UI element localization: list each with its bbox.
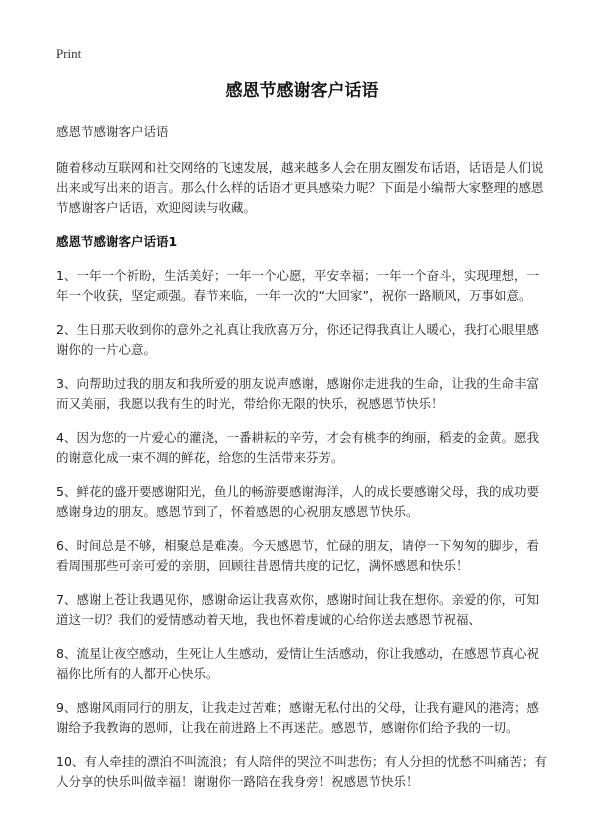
print-link[interactable]: Print [56, 46, 82, 61]
greeting-paragraph: 4、因为您的一片爱心的灌浇，一番耕耘的辛劳，才会有桃李的绚丽，稻麦的金黄。愿我的谢意化成一束不凋的鲜花，给您的生活带来芬芳。 [56, 430, 539, 465]
article-subtitle: 感恩节感谢客户话语 [56, 124, 169, 139]
greeting-paragraph: 2、生日那天收到你的意外之礼真让我欣喜万分，你还记得我真让人暖心，我打心眼里感谢你的一片心意。 [56, 322, 539, 357]
greeting-paragraph: 6、时间总是不够，相聚总是难凑。今天感恩节，忙碌的朋友，请停一下匆匆的脚步，看看周围那些可亲可爱的亲朋，回顾往昔恩情共度的记忆，满怀感恩和快乐！ [56, 538, 539, 573]
greeting-paragraph: 7、感谢上苍让我遇见你，感谢命运让我喜欢你，感谢时间让我在想你。亲爱的你，可知道这一切？我们的爱情感动着天地，我也怀着虔诚的心给你送去感恩节祝福、 [56, 592, 539, 627]
greeting-paragraph: 9、感谢风雨同行的朋友，让我走过苦难；感谢无私付出的父母，让我有避风的港湾；感谢给予我教诲的恩师，让我在前进路上不再迷茫。感恩节，感谢你们给予我的一切。 [56, 700, 539, 735]
greeting-paragraph: 5、鲜花的盛开要感谢阳光，鱼儿的畅游要感谢海洋，人的成长要感谢父母，我的成功要感谢身边的朋友。感恩节到了，怀着感恩的心祝朋友感恩节快乐。 [56, 484, 539, 519]
greeting-paragraph: 3、向帮助过我的朋友和我所爱的朋友说声感谢，感谢你走进我的生命，让我的生命丰富而又美丽，我愿以我有生的时光，带给你无限的快乐，祝感恩节快乐！ [56, 376, 539, 411]
section-heading: 感恩节感谢客户话语1 [56, 234, 178, 249]
greeting-paragraph: 1、一年一个祈盼，生活美好；一年一个心愿，平安幸福；一年一个奋斗，实现理想，一年一个收获，坚定顽强。春节来临，一年一次的“大回家”，祝你一路顺风，万事如意。 [56, 268, 539, 303]
intro-paragraph: 随着移动互联网和社交网络的飞速发展，越来越多人会在朋友圈发布话语，话语是人们说出来或写出来的语言。那么什么样的话语才更具感染力呢？下面是小编帮大家整理的感恩节感谢客户话语，欢迎阅读与收藏。 [56, 160, 544, 215]
page-title: 感恩节感谢客户话语 [225, 81, 379, 101]
greeting-paragraph: 8、流星让夜空感动，生死让人生感动，爱情让生活感动，你让我感动，在感恩节真心祝福你比所有的人都开心快乐。 [56, 646, 539, 681]
document-body [56, 76, 548, 806]
greeting-paragraph: 10、有人牵挂的漂泊不叫流浪；有人陪伴的哭泣不叫悲伤；有人分担的忧愁不叫痛苦；有人分享的快乐叫做幸福！谢谢你一路陪在我身旁！祝感恩节快乐！ [56, 754, 547, 789]
